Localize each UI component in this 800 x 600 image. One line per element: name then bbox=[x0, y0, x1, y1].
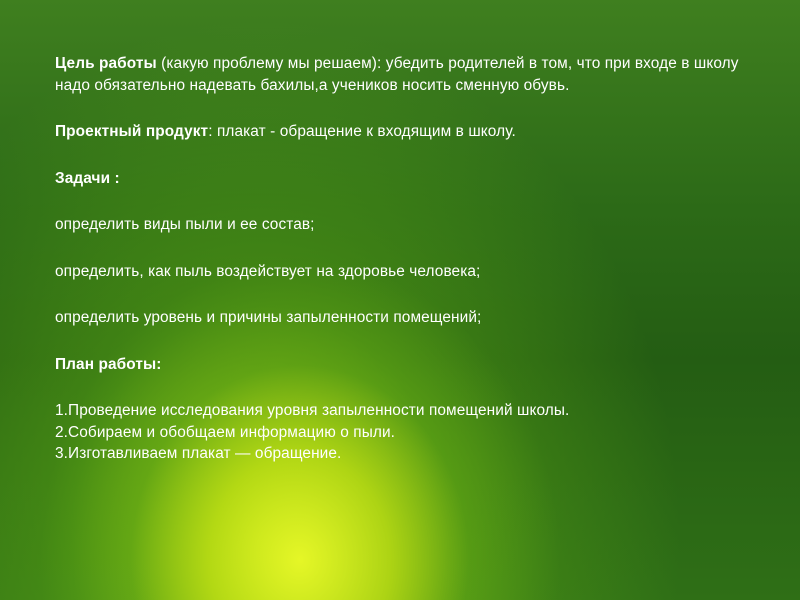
task-item: определить, как пыль воздействует на здоровье человека; bbox=[55, 262, 481, 280]
goal-text: (какую проблему мы решаем): убедить родителей в том, что при входе в школу надо обязательно надевать бахилы,а учеников носить сменную обувь. bbox=[55, 55, 739, 94]
product-paragraph bbox=[55, 121, 775, 143]
product-label: Проектный продукт bbox=[55, 123, 209, 140]
task-item: определить уровень и причины запыленности помещений; bbox=[55, 309, 482, 326]
product-text: : плакат - обращение к входящим в школу. bbox=[208, 123, 516, 140]
plan-item: 3.Изготавливаем плакат — обращение. bbox=[55, 445, 342, 462]
goal-paragraph bbox=[55, 53, 775, 96]
tasks-heading: Задачи : bbox=[55, 169, 120, 187]
slide-text-body bbox=[55, 53, 775, 465]
plan-item: 1.Проведение исследования уровня запыленности помещений школы. bbox=[55, 402, 570, 419]
goal-label: Цель работы bbox=[55, 55, 157, 72]
plan-heading: План работы: bbox=[55, 355, 162, 373]
task-item: определить виды пыли и ее состав; bbox=[55, 216, 315, 233]
plan-item: 2.Собираем и обобщаем информацию о пыли. bbox=[55, 423, 396, 441]
